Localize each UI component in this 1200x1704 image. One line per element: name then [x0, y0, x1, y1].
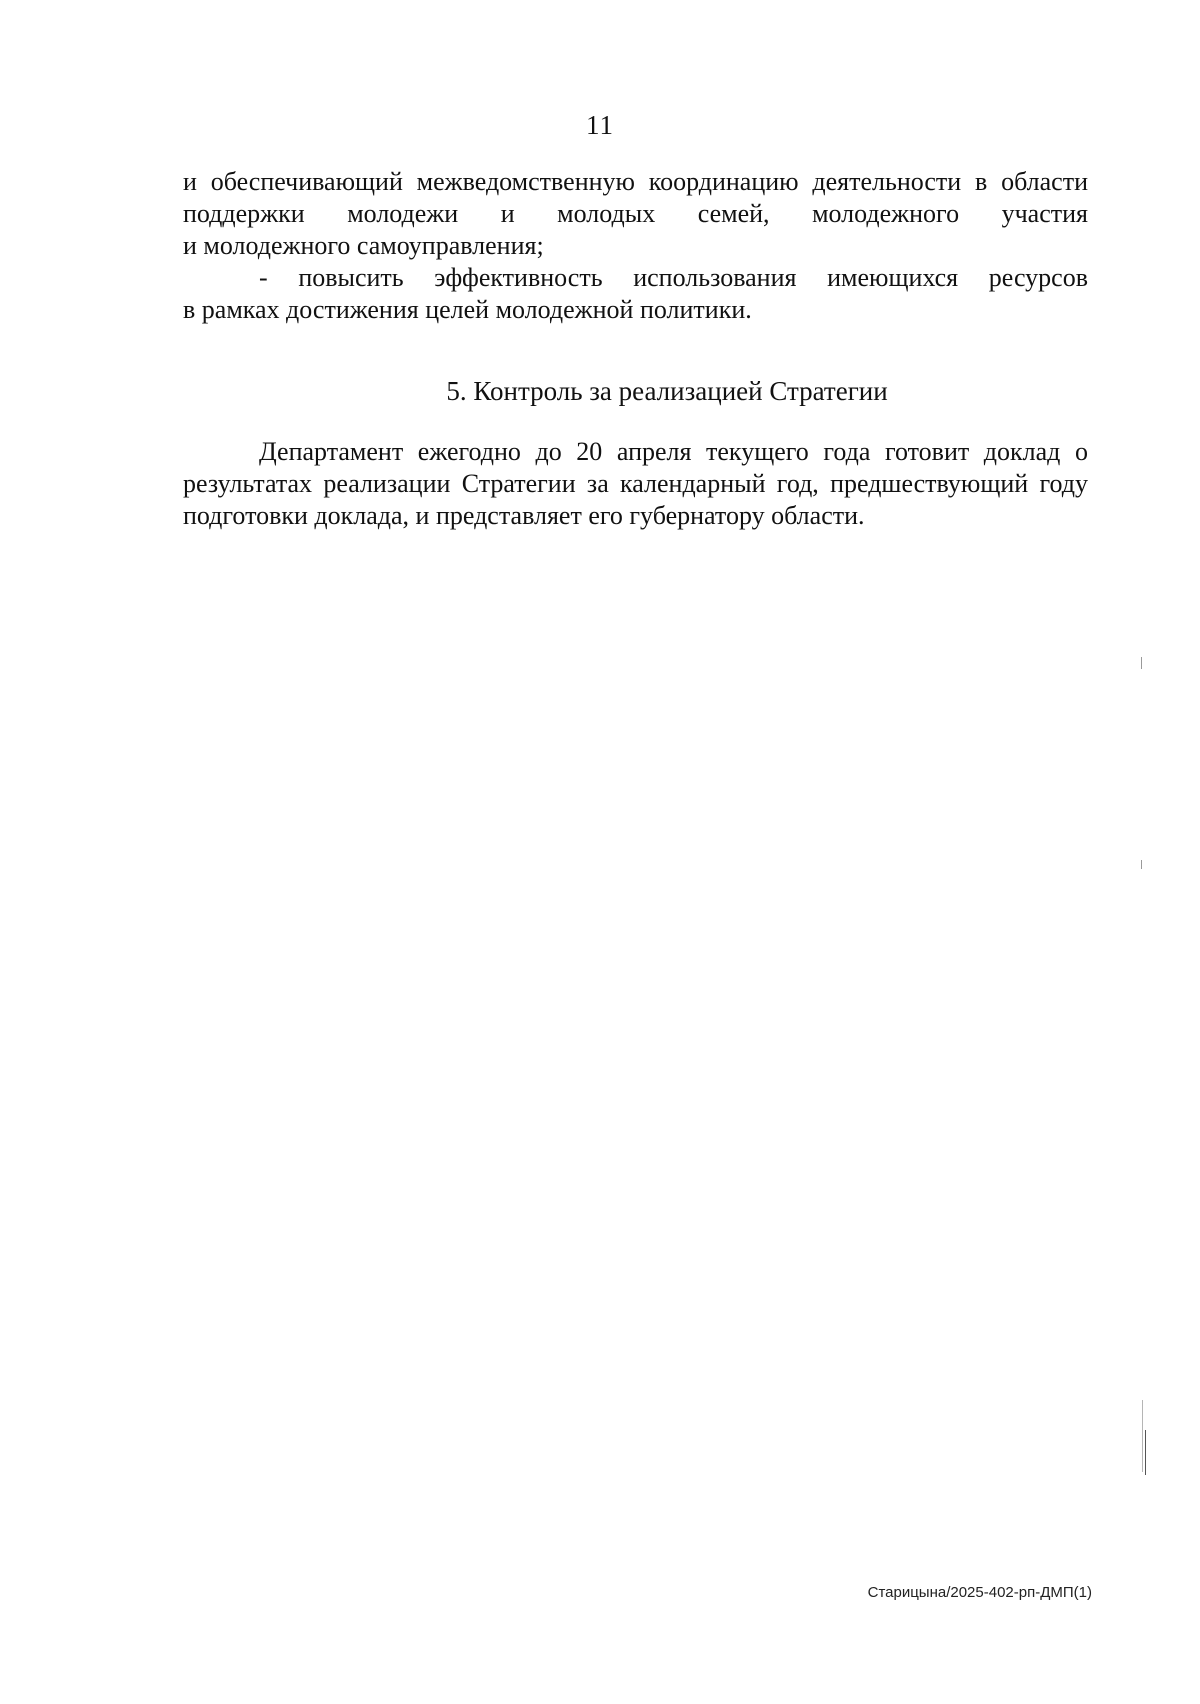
scan-artifact [1142, 1400, 1143, 1472]
page-number: 11 [586, 110, 614, 140]
text-line: и обеспечивающий межведомственную координацию деятельности в области [183, 167, 1088, 196]
text-line: в рамках достижения целей молодежной политики. [183, 295, 752, 324]
scan-artifact [1145, 1430, 1146, 1475]
list-item-line: - повысить эффективность использования имеющихся ресурсов [259, 263, 1088, 292]
text-line: и молодежного самоуправления; [183, 231, 544, 260]
section-paragraph [183, 436, 1088, 532]
document-id: Старицына/2025-402-рп-ДМП(1) [867, 1584, 1092, 1601]
text-line: поддержки молодежи и молодых семей, молодежного участия [183, 199, 1088, 228]
section-heading: 5. Контроль за реализацией Стратегии [446, 376, 888, 406]
scan-artifact [1141, 860, 1142, 869]
text-line: результатах реализации Стратегии за календарный год, предшествующий году [183, 469, 1088, 498]
scan-artifact [1141, 657, 1142, 669]
paragraph-continuation [183, 166, 1088, 326]
text-line: Департамент ежегодно до 20 апреля текущего года готовит доклад о [259, 437, 1088, 466]
text-line: подготовки доклада, и представляет его губернатору области. [183, 501, 865, 530]
